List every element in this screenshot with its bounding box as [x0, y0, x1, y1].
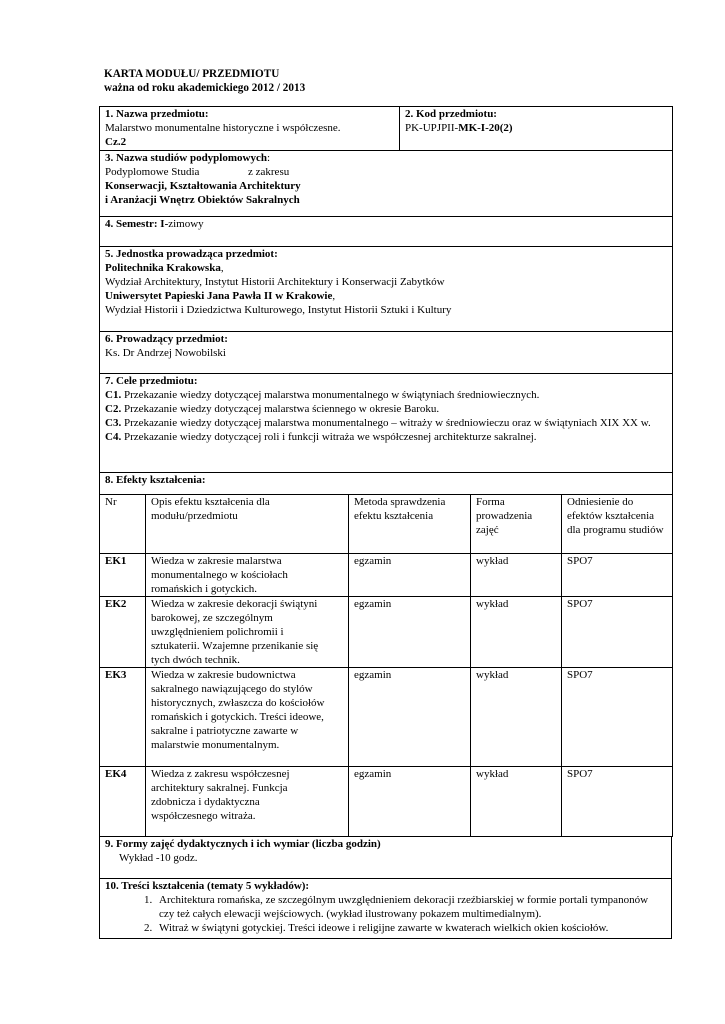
cell-forms — [100, 836, 672, 878]
cell-studies — [100, 151, 673, 217]
uni1-comma: , — [220, 262, 224, 274]
s3-colon: : — [266, 152, 271, 164]
row-forms — [100, 836, 672, 878]
forms-value: Wykład -10 godz. — [119, 851, 198, 864]
page-header — [104, 67, 305, 95]
th-desc: Opis efektu kształcenia dla modułu/przedmiotu — [146, 494, 349, 553]
s8-title: 8. Efekty kształcenia: — [105, 474, 206, 486]
s2-title: 2. Kod przedmiotu: — [405, 108, 497, 120]
ek2-method: egzamin — [349, 596, 471, 667]
goal-1-text: Przekazanie wiedzy dotyczącej malarstwa monumentalnego w świątyniach średniowiecznych. — [121, 389, 540, 401]
studies-line3: i Aranżacji Wnętrz Obiektów Sakralnych — [105, 194, 300, 206]
ek2-form: wykład — [471, 596, 562, 667]
dept2: Wydział Historii i Dziedzictwa Kulturowego, Instytut Historii Sztuki i Kultury — [105, 304, 452, 316]
table-row — [100, 766, 673, 836]
cell-semester — [100, 217, 673, 247]
table-row — [100, 596, 673, 667]
cell-effects-title — [100, 473, 673, 495]
s6-title: 6. Prowadzący przedmiot: — [105, 333, 228, 345]
ek3-desc: Wiedza w zakresie budownictwa sakralnego nawiązującego do stylów historycznych, zwłaszcza do kościołów romańskich i gotyckich. Treści ideowe, sakralne i patriotyczne zawarte w malarstwie monumentalnym. — [146, 667, 349, 766]
row-effects-title — [100, 473, 673, 495]
goal-4-text: Przekazanie wiedzy dotyczącej roli i funkcji witraża we współczesnej architekturze sakralnej. — [121, 431, 537, 443]
goal-2-text: Przekazanie wiedzy dotyczącej malarstwa ściennego w okresie Baroku. — [121, 403, 440, 415]
goal-1-code: C1. — [105, 389, 122, 401]
goal-3 — [105, 416, 667, 430]
row-contents — [100, 878, 672, 938]
ek2-ref: SPO7 — [562, 596, 673, 667]
table-row — [100, 553, 673, 596]
goal-3-code: C3. — [105, 417, 122, 429]
table-row — [100, 667, 673, 766]
subject-part: Cz.2 — [105, 136, 127, 148]
module-card — [99, 106, 672, 939]
code-bold: MK-I-20(2) — [458, 122, 513, 134]
forms-table — [99, 836, 672, 939]
uni1: Politechnika Krakowska — [105, 262, 221, 274]
ek1-form: wykład — [471, 553, 562, 596]
lecturer-name: Ks. Dr Andrzej Nowobilski — [105, 347, 226, 359]
code-prefix: PK-UPJPII- — [405, 122, 459, 134]
s10-title: 10. Treści kształcenia (tematy 5 wykładów): — [105, 879, 310, 892]
goal-2 — [105, 402, 667, 416]
header-subtitle: ważna od roku akademickiego 2012 / 2013 — [104, 82, 306, 94]
ek4-form: wykład — [471, 766, 562, 836]
ek4-ref: SPO7 — [562, 766, 673, 836]
ek3-method: egzamin — [349, 667, 471, 766]
subject-name: Malarstwo monumentalne historyczne i współczesne. — [105, 122, 341, 134]
cell-unit — [100, 247, 673, 332]
module-table — [99, 106, 673, 495]
effects-table — [99, 494, 673, 837]
goal-4 — [105, 430, 667, 444]
contents-list — [105, 893, 666, 935]
s5-title: 5. Jednostka prowadząca przedmiot: — [105, 248, 278, 260]
goal-2-code: C2. — [105, 403, 122, 415]
ek4-method: egzamin — [349, 766, 471, 836]
th-method: Metoda sprawdzenia efektu kształcenia — [349, 494, 471, 553]
s1-title: 1. Nazwa przedmiotu: — [105, 108, 209, 120]
row-goals — [100, 374, 673, 473]
studies-type: Podyplomowe Studia — [105, 166, 200, 178]
header-title: KARTA MODUŁU/ PRZEDMIOTU — [104, 68, 280, 80]
cell-lecturer — [100, 332, 673, 374]
ek1-desc: Wiedza w zakresie malarstwa monumentalnego w kościołach romańskich i gotyckich. — [146, 553, 349, 596]
th-form: Forma prowadzenia zajęć — [471, 494, 562, 553]
ek4-nr: EK4 — [100, 766, 146, 836]
ek1-ref: SPO7 — [562, 553, 673, 596]
ek2-nr: EK2 — [100, 596, 146, 667]
row-lecturer — [100, 332, 673, 374]
ek1-method: egzamin — [349, 553, 471, 596]
list-item: 2. Witraż w świątyni gotyckiej. Treści ideowe i religijne zawarte w kwaterach wielkich okien kościołów. — [155, 921, 666, 935]
studies-scope: z zakresu — [248, 166, 290, 178]
row-semester — [100, 217, 673, 247]
ek3-form: wykład — [471, 667, 562, 766]
row-unit — [100, 247, 673, 332]
ek3-ref: SPO7 — [562, 667, 673, 766]
ek2-desc: Wiedza w zakresie dekoracji świątyni barokowej, ze szczególnym uwzględnieniem polichromii i sztukaterii. Wzajemne przenikanie się tych dwóch technik. — [146, 596, 349, 667]
cell-subject-code — [400, 107, 673, 151]
th-nr: Nr — [100, 494, 146, 553]
goal-3-text: Przekazanie wiedzy dotyczącej malarstwa monumentalnego – witraży w średniowieczu oraz w świątyniach XIX XX w. — [121, 417, 651, 429]
cell-subject-name — [100, 107, 400, 151]
semester-value: zimowy — [168, 218, 204, 230]
row-name-code — [100, 107, 673, 151]
th-ref: Odniesienie do efektów kształcenia dla programu studiów — [562, 494, 673, 553]
ek4-desc: Wiedza z zakresu współczesnej architektury sakralnej. Funkcja zdobnicza i dydaktyczna współczesnego witraża. — [146, 766, 349, 836]
s3-title: 3. Nazwa studiów podyplomowych — [105, 152, 267, 164]
cell-goals — [100, 374, 673, 473]
row-studies — [100, 151, 673, 217]
s7-title: 7. Cele przedmiotu: — [105, 375, 198, 387]
goal-1 — [105, 388, 667, 402]
cell-contents — [100, 878, 672, 938]
goal-4-code: C4. — [105, 431, 122, 443]
ek3-nr: EK3 — [100, 667, 146, 766]
uni2-comma: , — [332, 290, 336, 302]
uni2: Uniwersytet Papieski Jana Pawła II w Krakowie — [105, 290, 333, 302]
effects-header-row — [100, 494, 673, 553]
dept1: Wydział Architektury, Instytut Historii Architektury i Konserwacji Zabytków — [105, 276, 445, 288]
studies-line2: Konserwacji, Kształtowania Architektury — [105, 180, 301, 192]
list-item: 1. Architektura romańska, ze szczególnym uwzględnieniem dekoracji rzeźbiarskiej w formie portali tympanonów czy też całych elewacji wejściowych. (wykład ilustrowany pokazem multimedialnym). — [155, 893, 666, 921]
ek1-nr: EK1 — [100, 553, 146, 596]
s4-title: 4. Semestr: I- — [105, 218, 169, 230]
s9-title: 9. Formy zajęć dydaktycznych i ich wymiar (liczba godzin) — [105, 837, 381, 850]
